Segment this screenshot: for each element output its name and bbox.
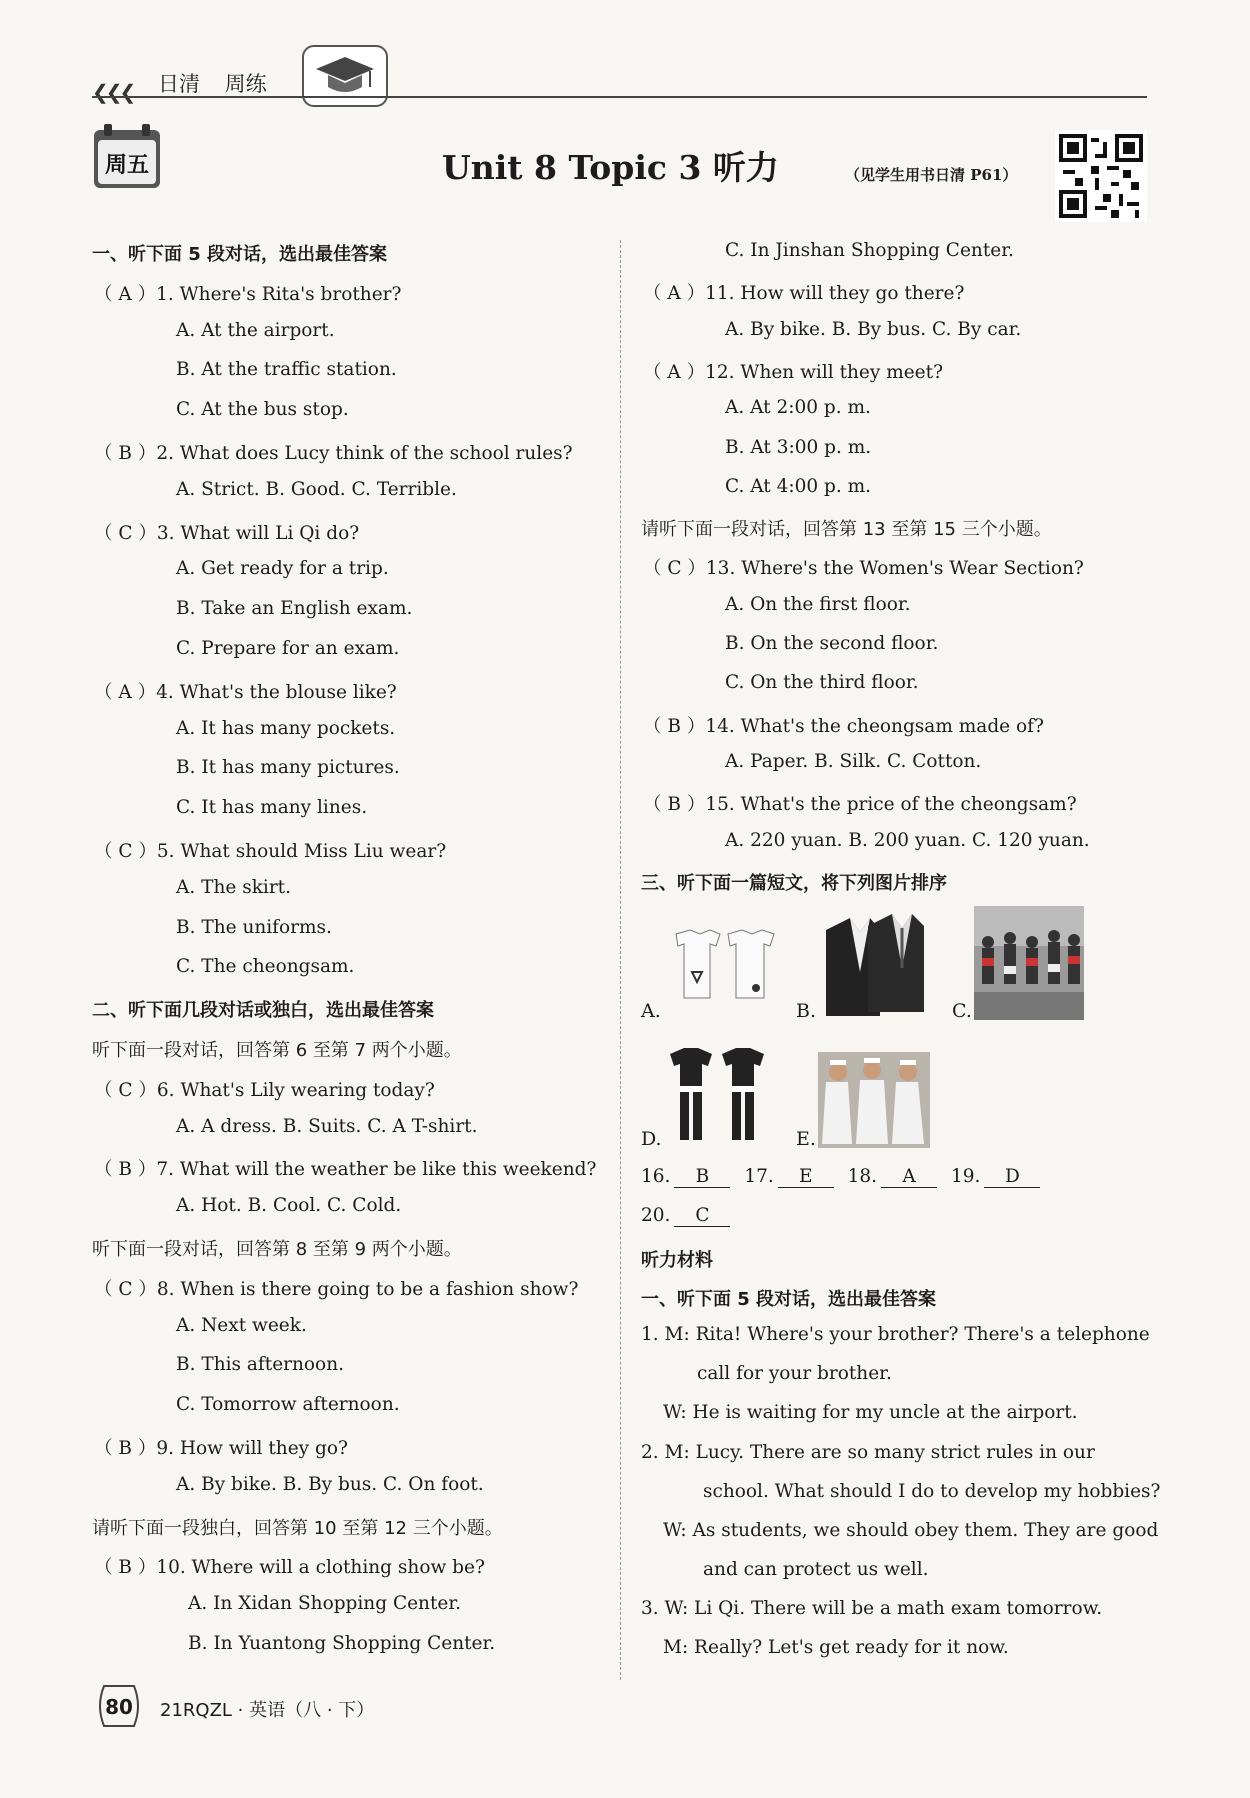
answer-row-1 [641, 1166, 1048, 1188]
left-column-line: 请听下面一段独白，回答第 10 至第 12 三个小题。 [92, 1517, 503, 1539]
answer-row-2 [641, 1205, 738, 1227]
right-column-line: C. In Jinshan Shopping Center. [725, 240, 1014, 261]
right-column-line: （ A ）11. How will they go there? [643, 283, 965, 305]
transcript-line: 2. M: Lucy. There are so many strict rules in our [641, 1441, 1095, 1463]
left-column-line: C. At the bus stop. [176, 399, 349, 421]
answer-19: D [984, 1166, 1040, 1188]
right-column-line: C. At 4:00 p. m. [725, 475, 872, 497]
transcript-line: W: As students, we should obey them. They are good [663, 1519, 1159, 1541]
right-column-line: （ A ）12. When will they meet? [643, 361, 943, 383]
left-column-line: （ B ）10. Where will a clothing show be? [94, 1557, 485, 1579]
left-column-line: B. It has many pictures. [176, 757, 400, 779]
left-column-line: （ B ）9. How will they go? [94, 1438, 348, 1459]
left-column-line: （ C ）6. What's Lily wearing today? [94, 1079, 435, 1101]
left-column-line: B. This afternoon. [176, 1354, 344, 1376]
picture-label-b: B. [796, 1000, 817, 1022]
transcript-line: M: Really? Let's get ready for it now. [663, 1637, 1009, 1658]
header-text: 日清 周练 [158, 72, 267, 96]
tshirts-picture [670, 928, 778, 1006]
right-column-line: A. By bike. B. By bus. C. By car. [725, 318, 1022, 340]
left-column-line: （ B ）2. What does Lucy think of the school rules? [94, 443, 573, 464]
left-column-line: A. Get ready for a trip. [176, 558, 389, 580]
answer-num-17: 17. [744, 1166, 774, 1187]
transcript-line: 1. M: Rita! Where's your brother? There's a telephone [641, 1324, 1150, 1346]
left-column-line: A. A dress. B. Suits. C. A T-shirt. [176, 1115, 478, 1137]
left-column-line: （ C ）3. What will Li Qi do? [94, 522, 360, 544]
right-column-line: A. Paper. B. Silk. C. Cotton. [725, 750, 982, 772]
qr-code-icon [1055, 130, 1147, 222]
left-column-line: A. In Xidan Shopping Center. [188, 1593, 462, 1615]
transcript-line: 听力材料 [641, 1250, 713, 1271]
right-column-line: B. On the second floor. [725, 633, 939, 654]
left-column-line: C. The cheongsam. [176, 956, 355, 978]
transcript-line: 3. W: Li Qi. There will be a math exam tomorrow. [641, 1597, 1103, 1619]
left-column-line: B. The uniforms. [176, 916, 332, 938]
column-divider [620, 240, 621, 1680]
page-title: Unit 8 Topic 3 听力 [442, 148, 779, 187]
left-column-line: 听下面一段对话，回答第 8 至第 9 两个小题。 [92, 1239, 462, 1260]
uniforms-picture [668, 1046, 768, 1146]
left-column-line: （ C ）8. When is there going to be a fashion show? [94, 1278, 579, 1300]
day-label: 周五 [104, 153, 149, 178]
left-column-line: A. By bike. B. By bus. C. On foot. [176, 1473, 484, 1495]
answer-17: E [778, 1166, 834, 1188]
right-column-line: （ C ）13. Where's the Women's Wear Section? [643, 558, 1084, 580]
right-column-line: 三、听下面一篇短文，将下列图片排序 [641, 872, 947, 894]
right-column-line: （ B ）15. What's the price of the cheongsam? [643, 794, 1077, 816]
left-column-line: A. Strict. B. Good. C. Terrible. [176, 478, 457, 500]
right-column-line: 请听下面一段对话，回答第 13 至第 15 三个小题。 [641, 519, 1052, 541]
right-column-line: C. On the third floor. [725, 672, 919, 694]
left-column-line: A. Hot. B. Cool. C. Cold. [176, 1195, 402, 1217]
left-column-line: 二、听下面几段对话或独白，选出最佳答案 [92, 1000, 434, 1022]
right-column-line: B. At 3:00 p. m. [725, 436, 872, 458]
picture-label-d: D. [641, 1128, 662, 1150]
left-column-line: B. In Yuantong Shopping Center. [188, 1633, 496, 1654]
page-number: 80 [105, 1695, 133, 1719]
left-column-line: （ B ）7. What will the weather be like this weekend? [94, 1159, 597, 1181]
left-column-line: C. Tomorrow afternoon. [176, 1394, 400, 1416]
picture-label-e: E. [796, 1128, 816, 1150]
left-column-line: A. It has many pockets. [176, 717, 396, 739]
header-arrows-icon: ❮❮❮ [92, 80, 134, 104]
picture-label-c: C. [952, 1000, 972, 1022]
footer-code: 21RQZL · 英语（八 · 下） [160, 1700, 375, 1721]
answer-16: B [674, 1166, 730, 1188]
left-column-line: 一、听下面 5 段对话，选出最佳答案 [92, 244, 388, 265]
nurses-picture [818, 1052, 930, 1152]
answer-18: A [881, 1166, 937, 1188]
left-column-line: A. At the airport. [176, 319, 335, 341]
answer-num-19: 19. [950, 1166, 981, 1187]
right-column-line: （ B ）14. What's the cheongsam made of? [643, 715, 1044, 737]
transcript-line: call for your brother. [697, 1363, 892, 1385]
left-column-line: C. It has many lines. [176, 797, 368, 819]
right-column-line: A. 220 yuan. B. 200 yuan. C. 120 yuan. [725, 829, 1090, 851]
dancers-picture [974, 906, 1084, 1024]
title-note: （见学生用书日清 P61） [845, 166, 1018, 184]
right-column-line: A. On the first floor. [725, 593, 911, 615]
answer-20: C [674, 1205, 730, 1227]
left-column-line: B. At the traffic station. [176, 359, 397, 381]
left-column-line: （ C ）5. What should Miss Liu wear? [94, 841, 447, 862]
suits-picture [820, 912, 928, 1024]
transcript-line: school. What should I do to develop my hobbies? [703, 1480, 1161, 1502]
answer-num-20: 20. [641, 1205, 671, 1226]
right-column-line: A. At 2:00 p. m. [725, 397, 871, 419]
left-column-line: （ A ）1. Where's Rita's brother? [94, 283, 402, 305]
left-column-line: B. Take an English exam. [176, 598, 413, 620]
day-badge [92, 122, 162, 192]
header-rule [92, 96, 1147, 98]
left-column-line: C. Prepare for an exam. [176, 638, 400, 659]
left-column-line: 听下面一段对话，回答第 6 至第 7 两个小题。 [92, 1040, 462, 1061]
picture-label-a: A. [641, 1000, 661, 1022]
transcript-line: W: He is waiting for my uncle at the airport. [663, 1402, 1078, 1424]
transcript-line: 一、听下面 5 段对话，选出最佳答案 [641, 1289, 937, 1311]
left-column-line: A. The skirt. [176, 876, 291, 898]
answer-num-16: 16. [641, 1166, 671, 1187]
left-column-line: （ A ）4. What's the blouse like? [94, 681, 397, 703]
transcript-line: and can protect us well. [703, 1558, 929, 1580]
left-column-line: A. Next week. [176, 1314, 307, 1336]
answer-num-18: 18. [847, 1166, 878, 1187]
